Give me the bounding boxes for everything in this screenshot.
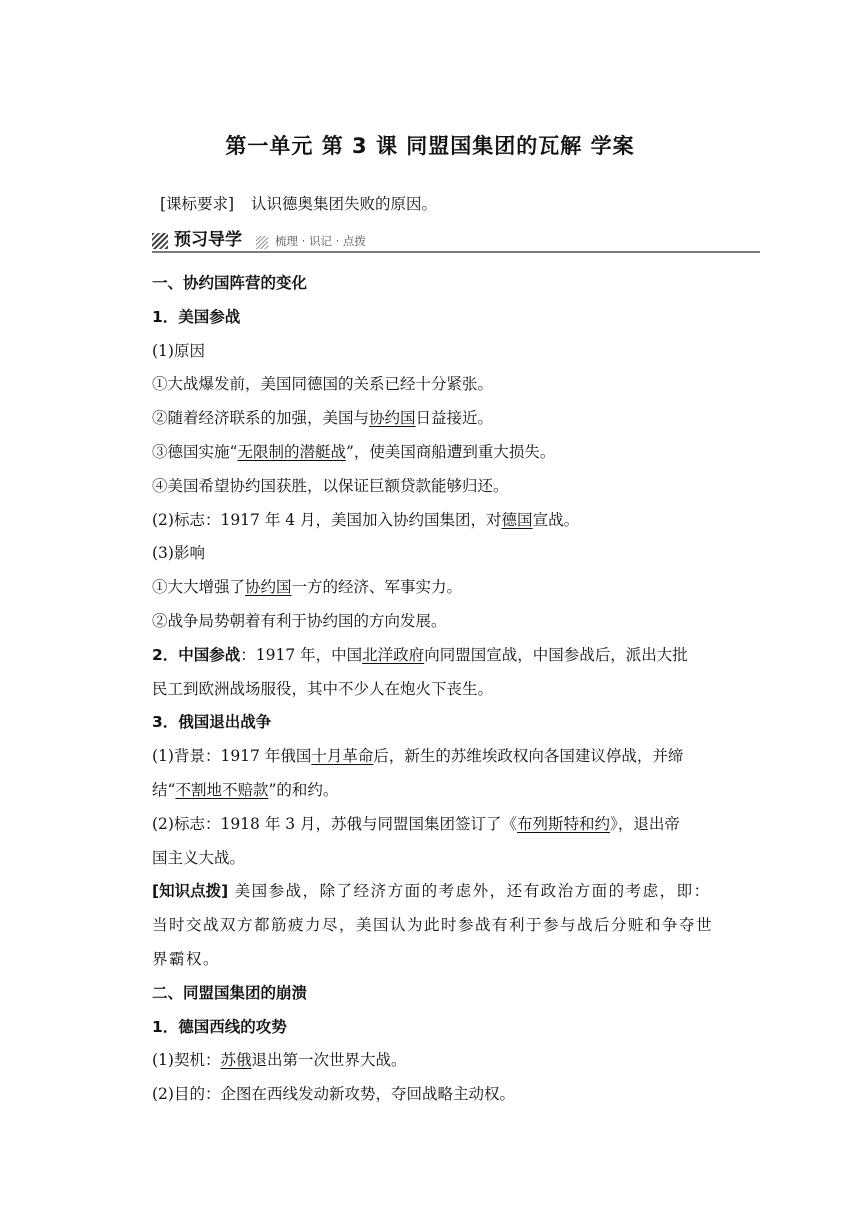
- goal-line: (2)目的：企图在西线发动新攻势，夺回战略主动权。: [152, 1085, 515, 1104]
- cause-item-2: ②随着经济联系的加强，美国与协约国日益接近。: [152, 409, 494, 428]
- answer-blank: 协约国: [369, 409, 416, 428]
- impact-item-2: ②战争局势朝着有利于协约国的方向发展。: [152, 611, 447, 630]
- requirement-text: 认识德奥集团失败的原因。: [251, 195, 438, 213]
- russia-sign-line-2: 国主义大战。: [152, 848, 246, 867]
- cause-label: (1)原因: [152, 341, 205, 360]
- russia-background-line-2: 结“不割地不赔款”的和约。: [152, 780, 339, 799]
- knowledge-tip-line-3: 界霸权。: [152, 949, 221, 968]
- russia-sign-line: (2)标志：1918 年 3 月，苏俄与同盟国集团签订了《布列斯特和约》，退出帝: [152, 814, 680, 833]
- russia-background-line: (1)背景：1917 年俄国十月革命后，新生的苏维埃政权向各国建议停战，并缔: [152, 747, 684, 766]
- section-banner: [152, 229, 760, 253]
- cause-item-1: ①大战爆发前，美国同德国的关系已经十分紧张。: [152, 375, 494, 394]
- impact-item-1: ①大大增强了协约国一方的经济、军事实力。: [152, 578, 463, 597]
- lesson-content: [152, 267, 760, 1112]
- russia-exit-heading: 3．俄国退出战争: [152, 713, 272, 732]
- impact-label: (3)影响: [152, 544, 205, 563]
- requirement-tag: [课标要求]: [160, 195, 235, 213]
- sign-line: (2)标志：1917 年 4 月，美国加入协约国集团，对德国宣战。: [152, 510, 580, 529]
- banner-heading: 预习导学: [174, 230, 242, 250]
- china-entry-line: 2．中国参战：1917 年，中国北洋政府向同盟国宣战，中国参战后，派出大批: [152, 645, 688, 664]
- knowledge-tip-label: [知识点拨]: [152, 882, 229, 901]
- china-entry-line-2: 民工到欧洲战场服役，其中不少人在炮火下丧生。: [152, 679, 494, 698]
- us-entry-heading: 1．美国参战: [152, 307, 241, 326]
- stripe-decoration-small-icon: [256, 236, 268, 249]
- answer-blank: 北洋政府: [362, 645, 425, 664]
- banner-subtitle: 梳理 · 识记 · 点拨: [275, 234, 366, 248]
- germany-offensive-heading: 1．德国西线的攻势: [152, 1017, 287, 1036]
- answer-blank: 协约国: [245, 578, 292, 597]
- page-title: 第一单元 第 3 课 同盟国集团的瓦解 学案: [225, 134, 635, 158]
- answer-blank: 无限制的潜艇战: [237, 442, 346, 461]
- china-entry-label: 2．中国参战: [152, 645, 241, 664]
- section-2-heading: 二、同盟国集团的崩溃: [152, 983, 308, 1002]
- cause-item-3: ③德国实施“无限制的潜艇战”，使美国商船遭到重大损失。: [152, 442, 556, 461]
- answer-blank: 不割地不赔款: [175, 780, 269, 799]
- cause-item-4: ④美国希望协约国获胜，以保证巨额贷款能够归还。: [152, 476, 509, 495]
- answer-blank: 布列斯特和约: [517, 814, 611, 833]
- opportunity-line: (1)契机：苏俄退出第一次世界大战。: [152, 1051, 407, 1070]
- knowledge-tip-line-2: 当时交战双方都筋疲力尽，美国认为此时参战有利于参与战后分赃和争夺世: [152, 916, 714, 935]
- curriculum-requirement: [160, 192, 437, 216]
- answer-blank: 德国: [501, 510, 533, 529]
- banner-rule: [152, 251, 760, 253]
- knowledge-tip-line-1: [知识点拨] 美国参战，除了经济方面的考虑外，还有政治方面的考虑，即：: [152, 882, 711, 901]
- answer-blank: 十月革命: [311, 747, 374, 766]
- answer-blank: 苏俄: [220, 1051, 252, 1070]
- section-1-heading: 一、协约国阵营的变化: [152, 274, 308, 292]
- stripe-decoration-icon: [152, 233, 168, 249]
